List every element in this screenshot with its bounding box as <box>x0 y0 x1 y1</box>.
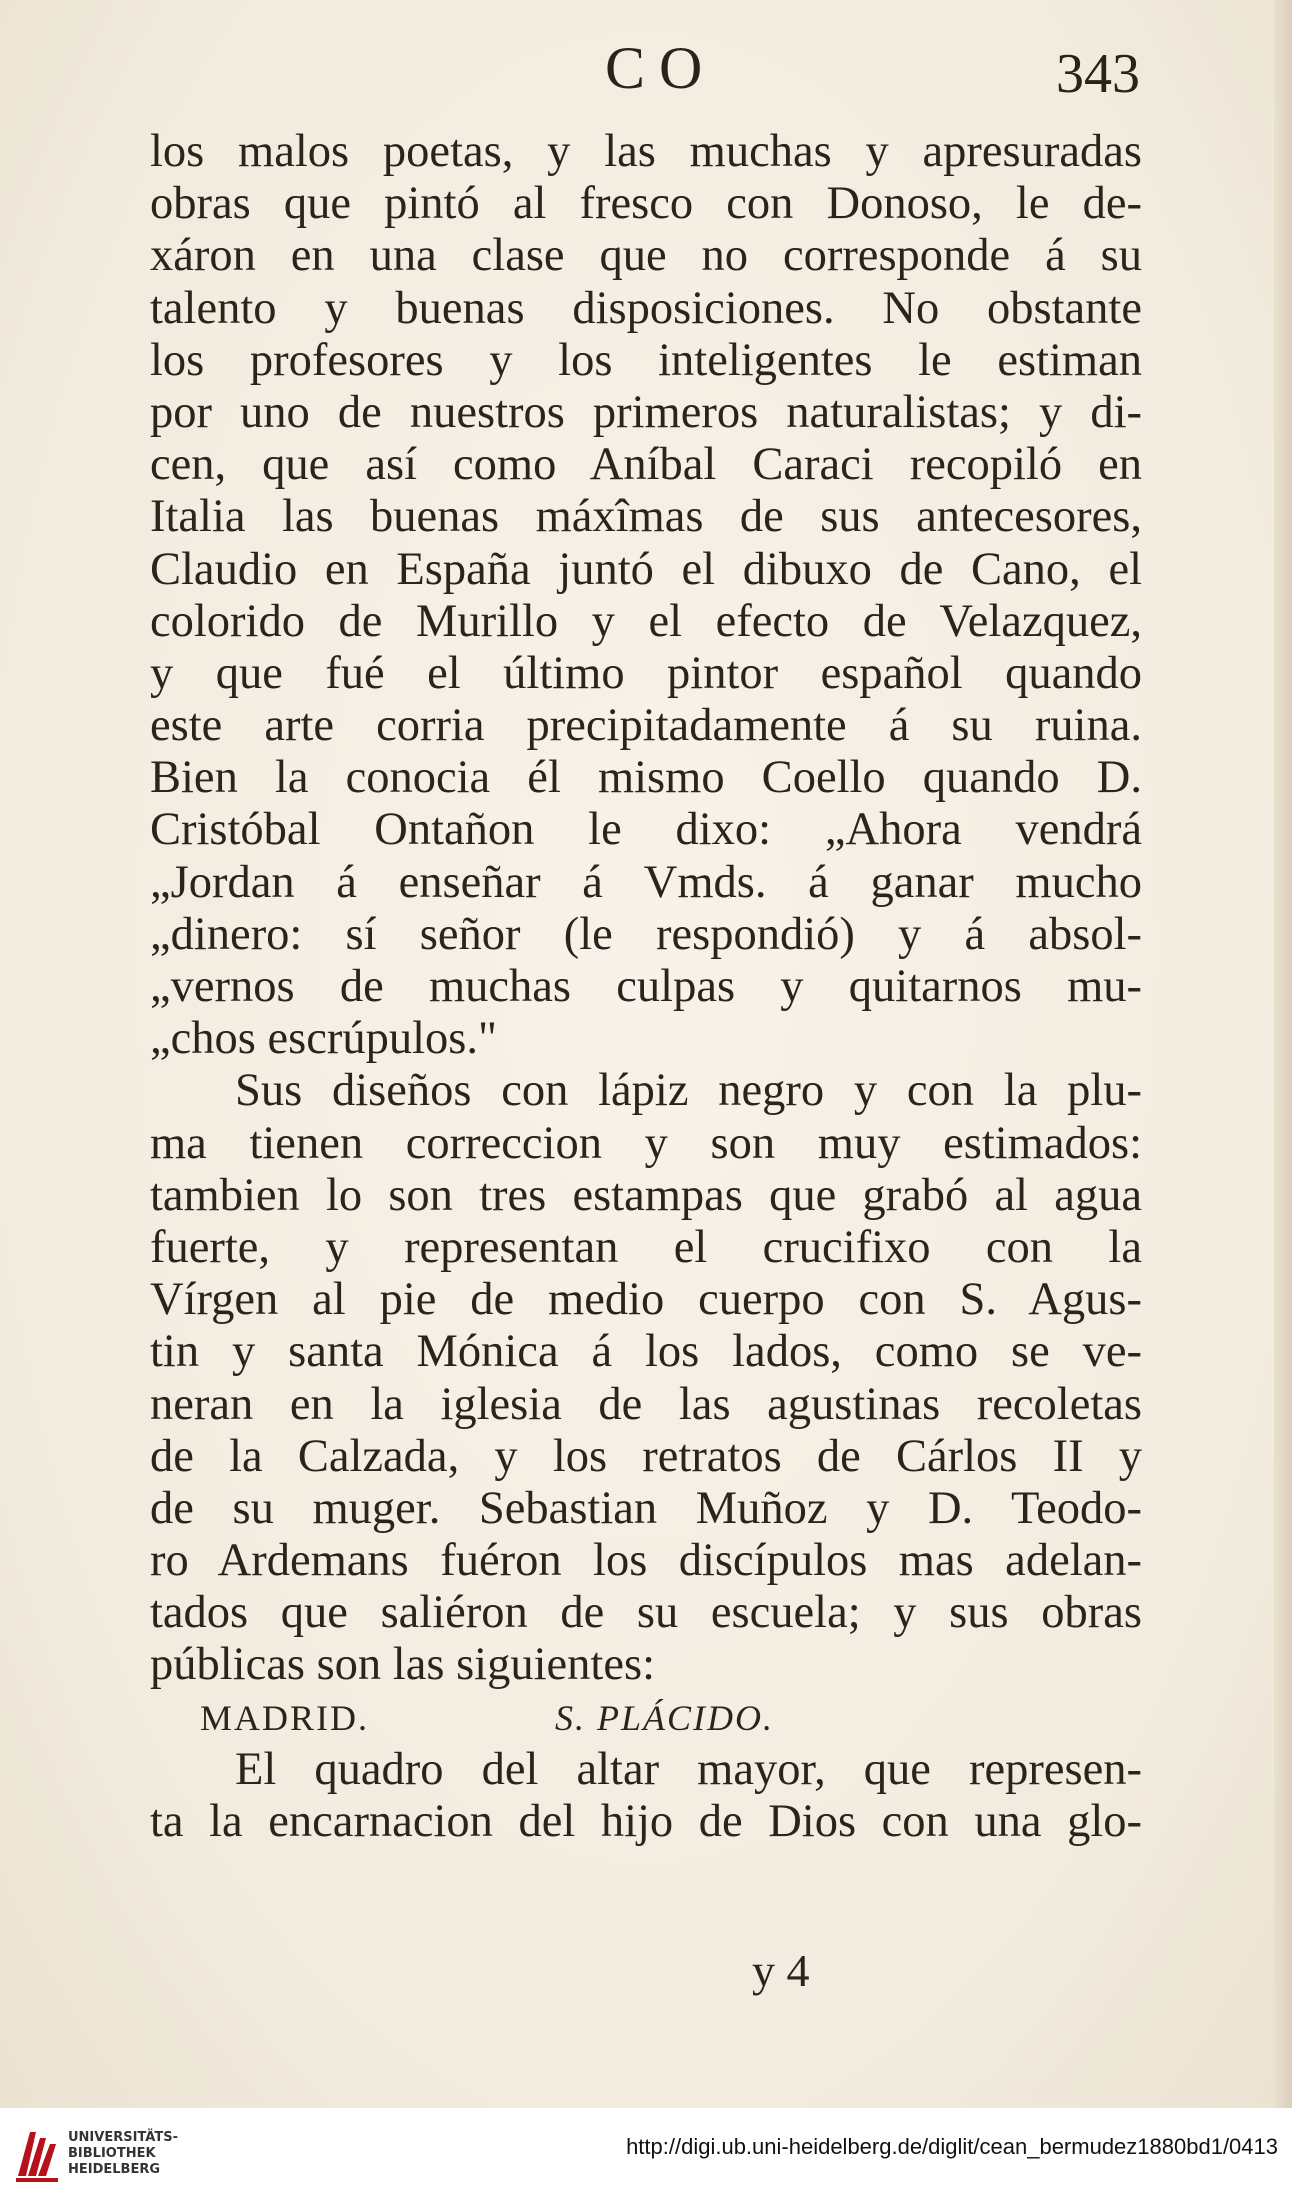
text-line: „dinero: sí señor (le respondió) y á absol- <box>150 908 1142 960</box>
library-name <box>68 2130 178 2178</box>
source-url-link[interactable]: http://digi.ub.uni-heidelberg.de/diglit/cean_bermudez1880bd1/0413 <box>626 2134 1278 2159</box>
text-line: fuerte, y representan el crucifixo con la <box>150 1221 1142 1273</box>
page-edge <box>1274 0 1292 2108</box>
text-line: de la Calzada, y los retratos de Cárlos II y <box>150 1430 1142 1482</box>
text-line: los malos poetas, y las muchas y apresuradas <box>150 126 1142 177</box>
page-header <box>150 34 1140 114</box>
text-line: de su muger. Sebastian Muñoz y D. Teodo- <box>150 1482 1142 1534</box>
body-text <box>150 126 1142 1848</box>
text-line: por uno de nuestros primeros naturalistas; y di- <box>150 386 1142 438</box>
text-line: ta la encarnacion del hijo de Dios con una glo- <box>150 1796 1142 1847</box>
heading-city: MADRID. <box>200 1697 370 1738</box>
university-library-logo-icon <box>14 2124 60 2184</box>
text-line: xáron en una clase que no corresponde á su <box>150 230 1142 282</box>
text-line: y que fué el último pintor español quando <box>150 647 1142 699</box>
running-head: CO <box>605 35 717 101</box>
text-line: „chos escrúpulos." <box>150 1013 497 1065</box>
text-line: ro Ardemans fuéron los discípulos mas adelan- <box>150 1535 1142 1587</box>
section-heading <box>150 1692 1142 1744</box>
library-name-line: UNIVERSITÄTS- <box>68 2130 178 2145</box>
library-name-line: HEIDELBERG <box>68 2162 161 2177</box>
text-line: Italia las buenas máxîmas de sus antecesores, <box>150 491 1142 543</box>
heading-church: S. PLÁCIDO. <box>555 1697 774 1738</box>
text-line: „Jordan á enseñar á Vmds. á ganar mucho <box>150 856 1142 908</box>
text-line: cen, que así como Aníbal Caraci recopiló en <box>150 439 1142 491</box>
text-line: Cristóbal Ontañon le dixo: „Ahora vendrá <box>150 804 1142 856</box>
catchword: y 4 <box>752 1945 810 1996</box>
text-line: públicas son las siguientes: <box>150 1639 655 1691</box>
text-line: talento y buenas disposiciones. No obstante <box>150 282 1142 334</box>
text-line: ma tienen correccion y son muy estimados: <box>150 1117 1142 1169</box>
text-line: Bien la conocia él mismo Coello quando D. <box>150 752 1142 804</box>
text-line: los profesores y los inteligentes le estiman <box>150 334 1142 386</box>
footer-bar <box>0 2108 1292 2203</box>
text-line: neran en la iglesia de las agustinas recoletas <box>150 1378 1142 1430</box>
text-line: El quadro del altar mayor, que represen- <box>235 1743 1142 1795</box>
text-line: colorido de Murillo y el efecto de Velazquez, <box>150 595 1142 647</box>
text-line: Vírgen al pie de medio cuerpo con S. Agus- <box>150 1274 1142 1326</box>
text-line: tin y santa Mónica á los lados, como se ve- <box>150 1326 1142 1378</box>
text-line: tados que saliéron de su escuela; y sus obras <box>150 1587 1142 1639</box>
text-line: Claudio en España juntó el dibuxo de Cano, el <box>150 543 1142 595</box>
text-line: „vernos de muchas culpas y quitarnos mu- <box>150 961 1142 1012</box>
text-line: tambien lo son tres estampas que grabó al agua <box>150 1169 1142 1221</box>
text-line: Sus diseños con lápiz negro y con la plu- <box>235 1065 1142 1117</box>
library-name-line: BIBLIOTHEK <box>68 2146 156 2161</box>
page-number: 343 <box>1056 43 1140 105</box>
text-line: obras que pintó al fresco con Donoso, le de- <box>150 178 1142 230</box>
text-line: este arte corria precipitadamente á su ruina. <box>150 700 1142 752</box>
